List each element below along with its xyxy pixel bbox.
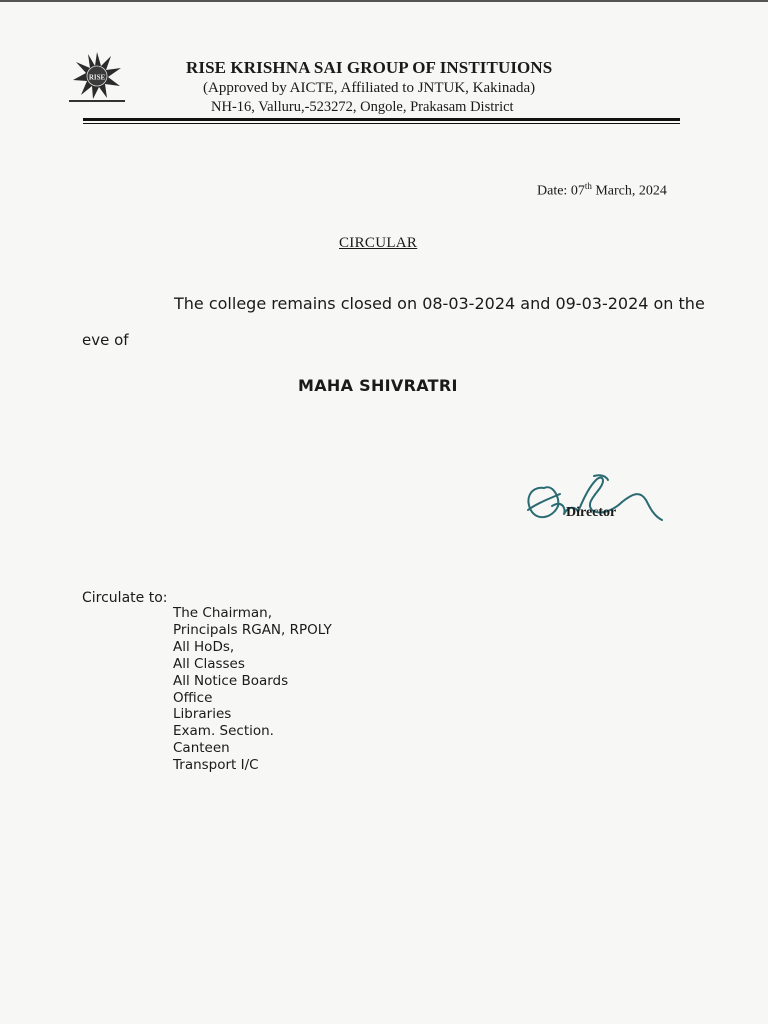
recipient-item: Libraries [173, 706, 232, 723]
circular-body-line2: eve of [82, 331, 129, 349]
organization-address: NH-16, Valluru,-523272, Ongole, Prakasam District [211, 99, 514, 115]
date-rest: March, 2024 [591, 183, 667, 199]
svg-text:RISE: RISE [88, 73, 106, 82]
date-ordinal-suffix: th [584, 181, 592, 191]
circulate-to-label: Circulate to: [82, 590, 168, 606]
recipient-item: Principals RGAN, RPOLY [173, 621, 332, 638]
organization-name: RISE KRISHNA SAI GROUP OF INSTITUIONS [186, 58, 553, 77]
recipient-item: All Classes [173, 655, 245, 672]
header-rule-thick [83, 118, 680, 121]
recipient-item: The Chairman, [173, 605, 272, 621]
institution-logo [62, 50, 132, 106]
circular-body-line1: The college remains closed on 08-03-2024 and 09-03-2024 on the [174, 294, 705, 313]
organization-approval: (Approved by AICTE, Affiliated to JNTUK, Kakinada) [203, 80, 536, 96]
circular-title: CIRCULAR [339, 235, 418, 251]
director-signature [522, 470, 762, 575]
scan-edge-line [0, 0, 768, 2]
recipient-item: Exam. Section. [173, 723, 274, 740]
circular-date [537, 181, 667, 200]
recipient-item: Transport I/C [173, 757, 259, 774]
recipient-list [173, 605, 332, 774]
header-rule-thin [83, 123, 680, 124]
occasion-title: MAHA SHIVRATRI [298, 376, 458, 395]
recipient-item: Canteen [173, 740, 230, 757]
recipient-item: Office [173, 689, 213, 706]
director-designation: Director [566, 505, 617, 520]
date-prefix: Date: 07 [537, 183, 585, 199]
recipient-item: All HoDs, [173, 638, 235, 655]
recipient-item: All Notice Boards [173, 672, 289, 689]
